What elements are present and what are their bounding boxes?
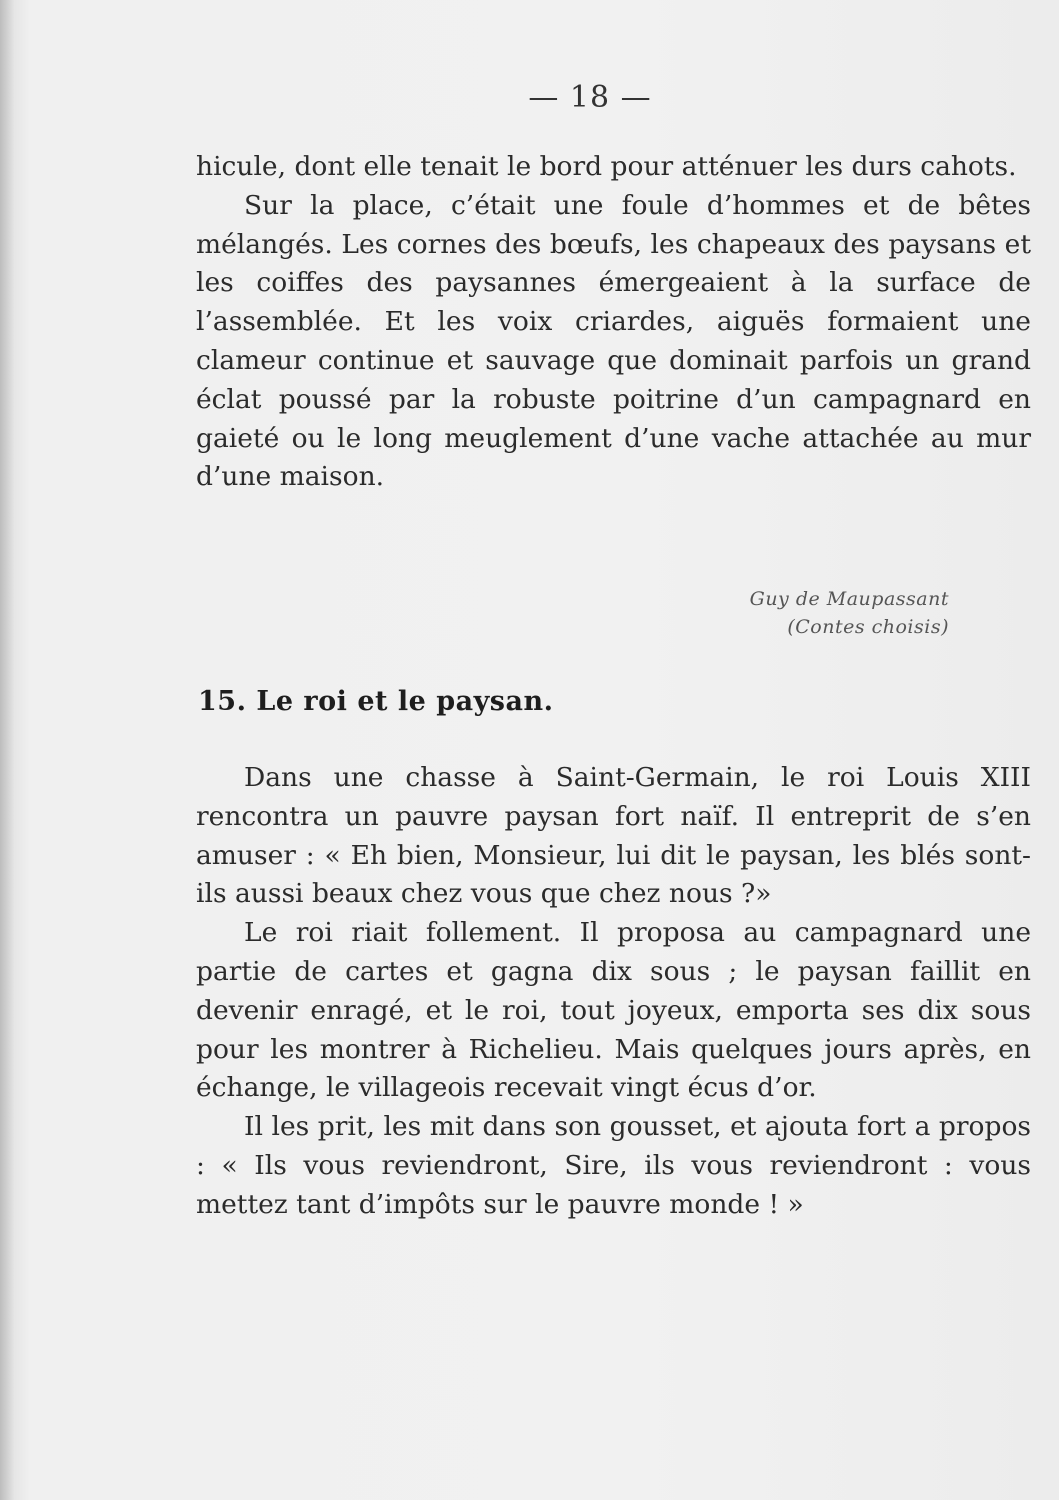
attribution [750,585,949,641]
paragraph: Le roi riait follement. Il proposa au campagnard une partie de cartes et gagna dix sous ; le paysan faillit en devenir enragé, et le roi, tout joyeux, emporta ses dix sous pour les montrer à Richelieu. Mais quelques jours après, en échange, le villageois recevait vingt écus d’or. [196,917,1031,1104]
paragraph: hicule, dont elle tenait le bord pour atténuer les durs cahots. [196,151,1017,182]
section-body [196,759,1031,1225]
page-number: — 18 — [528,80,652,115]
attribution-author: Guy de Maupassant [749,588,949,610]
paragraph: Sur la place, c’était une foule d’hommes et de bêtes mélangés. Les cornes des bœufs, les chapeaux des paysans et les coiffes des paysannes émergeaient à la surface de l’assemblée. Et les voix criardes, aiguës formaient une clameur continue et sauvage que dominait parfois un grand éclat poussé par la robuste poitrine d’un campagnard en gaieté ou le long meuglement d’une vache attachée au mur d’une maison. [196,189,1031,493]
section-heading: 15. Le roi et le paysan. [198,686,554,717]
continued-text [196,148,1031,497]
page-spine-shadow [0,0,14,1500]
paragraph: Dans une chasse à Saint-Germain, le roi Louis XIII rencontra un pauvre paysan fort naïf. Il entreprit de s’en amuser : « Eh bien, Monsieur, lui dit le paysan, les blés sont-ils aussi beaux chez vous que chez nous ?» [196,762,1031,910]
attribution-source: (Contes choisis) [787,616,949,638]
paragraph: Il les prit, les mit dans son gousset, et ajouta fort a propos : « Ils vous reviendront, Sire, ils vous reviendront : vous mettez tant d’impôts sur le pauvre monde ! » [196,1111,1031,1220]
